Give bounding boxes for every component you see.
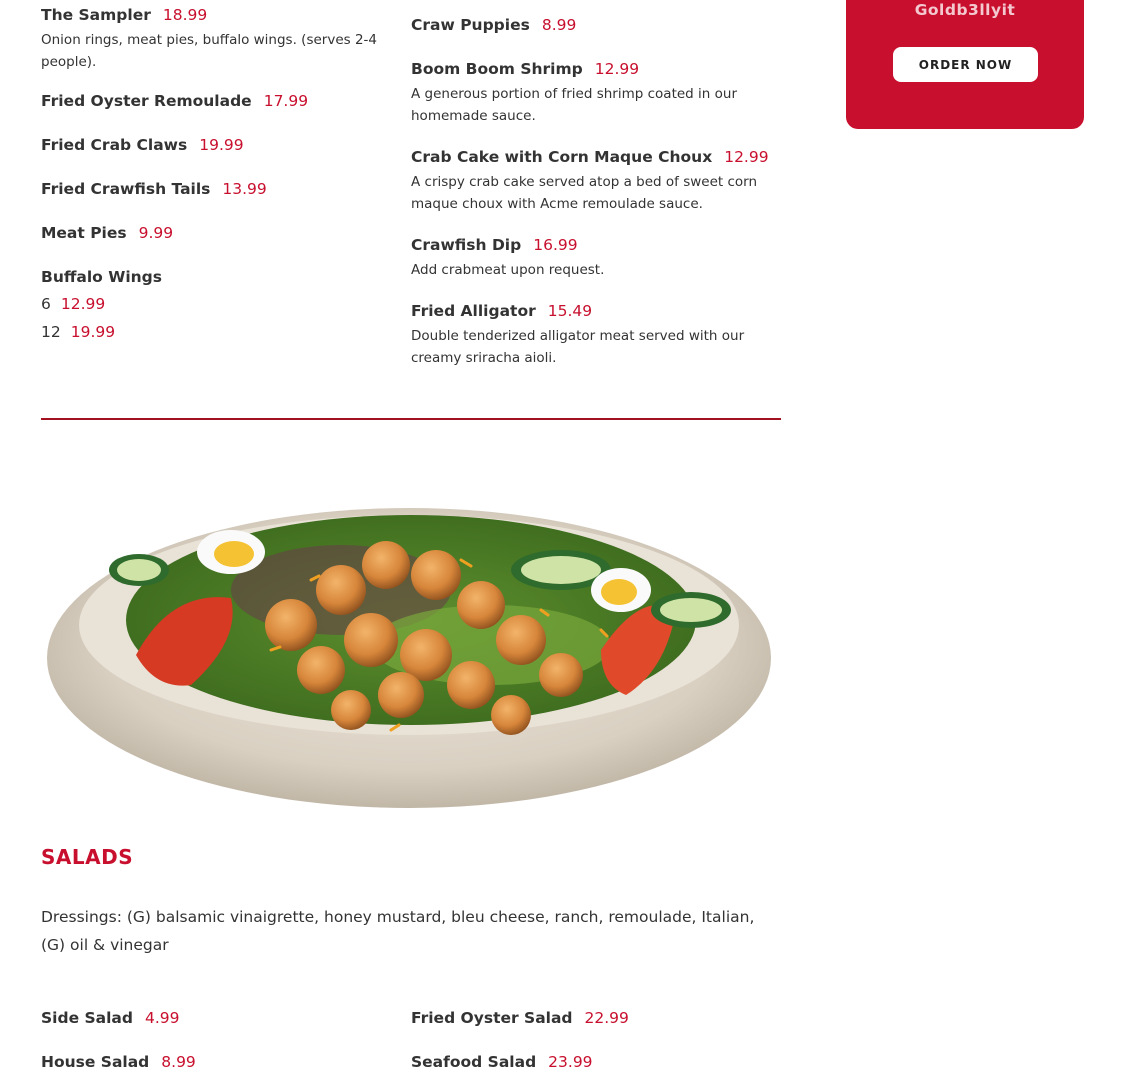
item-name: Meat Pies [41, 224, 127, 242]
item-name: Boom Boom Shrimp [411, 60, 583, 78]
item-price: 17.99 [263, 92, 309, 110]
item-description: Double tenderized alligator meat served with our creamy sriracha aioli. [411, 328, 745, 366]
item-price: 4.99 [144, 1009, 180, 1027]
menu-item [41, 1049, 386, 1075]
item-price: 23.99 [548, 1053, 593, 1071]
item-name: Fried Oyster Remoulade [41, 92, 252, 110]
item-price: 12.99 [594, 60, 640, 78]
option-qty: 6 [41, 295, 51, 313]
item-price: 8.99 [161, 1053, 196, 1071]
item-name: House Salad [41, 1053, 150, 1071]
size-option [41, 290, 386, 318]
dressings-note: Dressings: (G) balsamic vinaigrette, honey mustard, bleu cheese, ranch, remoulade, Italian, (G) oil & vinegar [41, 908, 755, 954]
item-name: Fried Alligator [411, 302, 536, 320]
item-name: Fried Oyster Salad [411, 1009, 573, 1027]
menu-item [41, 132, 386, 158]
menu-item [411, 12, 771, 38]
item-name: Side Salad [41, 1009, 133, 1027]
size-option [41, 318, 386, 346]
menu-item [41, 220, 386, 246]
item-name: Crawfish Dip [411, 236, 522, 254]
item-name: Craw Puppies [411, 16, 530, 34]
order-now-button[interactable]: ORDER NOW [893, 47, 1038, 82]
item-name: Seafood Salad [411, 1053, 537, 1071]
menu-item [41, 88, 386, 114]
item-price: 13.99 [222, 180, 267, 198]
menu-item [411, 232, 771, 281]
menu-item [411, 56, 771, 127]
goldbelly-promo-card [846, 0, 1084, 129]
menu-item [411, 298, 771, 369]
item-name: The Sampler [41, 6, 151, 24]
salad-bowl-image [41, 480, 781, 820]
item-name: Crab Cake with Corn Maque Choux [411, 148, 713, 166]
item-price: 18.99 [162, 6, 208, 24]
section-title-salads: SALADS [41, 845, 134, 869]
menu-item [411, 144, 771, 215]
item-price: 16.99 [533, 236, 578, 254]
menu-item [41, 2, 386, 73]
menu-item [41, 176, 386, 202]
option-price: 19.99 [70, 323, 116, 341]
item-price: 12.99 [724, 148, 769, 166]
item-description: Onion rings, meat pies, buffalo wings. (serves 2-4 people). [41, 32, 377, 70]
section-divider [41, 418, 781, 420]
menu-item [411, 1049, 771, 1075]
item-price: 22.99 [584, 1009, 629, 1027]
item-description: A generous portion of fried shrimp coated in our homemade sauce. [411, 86, 737, 124]
option-price: 12.99 [60, 295, 106, 313]
item-price: 9.99 [138, 224, 174, 242]
item-price: 8.99 [541, 16, 577, 34]
item-name: Buffalo Wings [41, 268, 162, 286]
item-price: 15.49 [547, 302, 593, 320]
item-name: Fried Crab Claws [41, 136, 188, 154]
item-name: Fried Crawfish Tails [41, 180, 211, 198]
item-price: 19.99 [199, 136, 244, 154]
menu-item [41, 1005, 386, 1031]
option-qty: 12 [41, 323, 61, 341]
item-description: Add crabmeat upon request. [411, 262, 605, 278]
item-description: A crispy crab cake served atop a bed of sweet corn maque choux with Acme remoulade sauce. [411, 174, 758, 212]
menu-item [411, 1005, 771, 1031]
menu-item [41, 264, 386, 346]
promo-brand-logo: Goldb3llyit [914, 1, 1016, 19]
